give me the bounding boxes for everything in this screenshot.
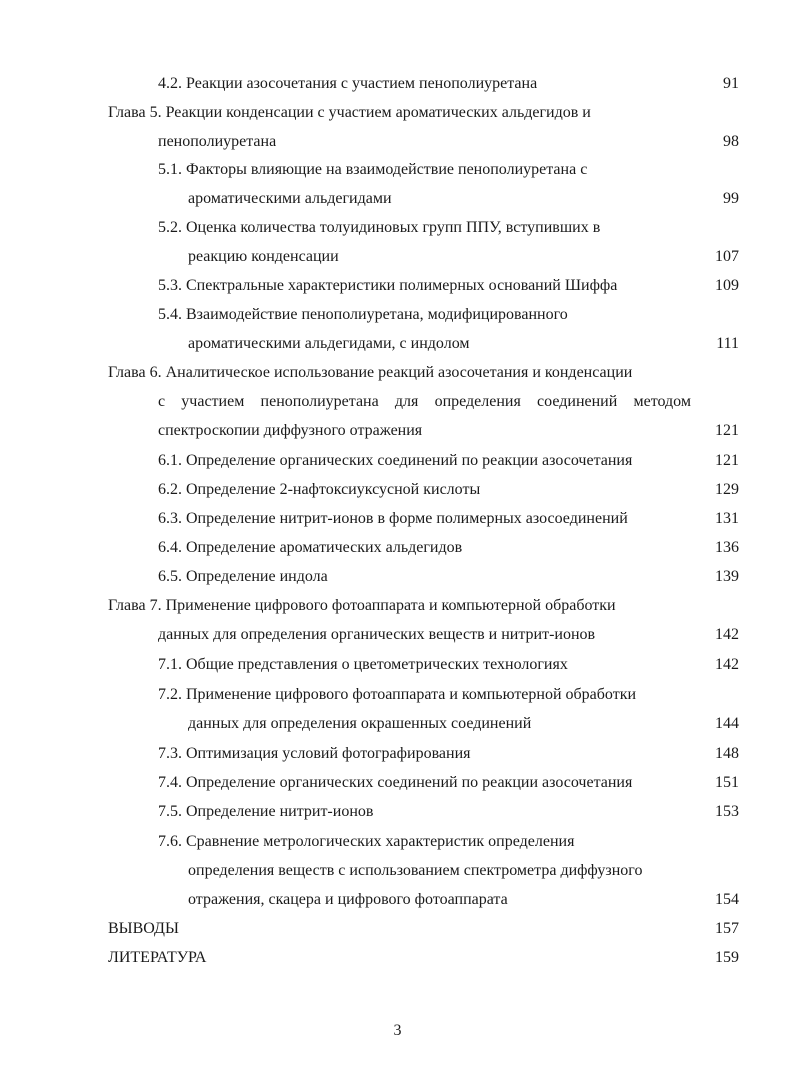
toc-entry-page: 99 — [723, 190, 739, 207]
toc-entry-5-4 — [0, 304, 795, 363]
toc-entry-text: 5.1. Факторы влияющие на взаимодействие пенополиуретана с — [158, 161, 588, 178]
toc-entry-5-3 — [0, 275, 795, 304]
toc-entry-page: 142 — [715, 626, 739, 643]
toc-entry-6-1 — [0, 451, 795, 480]
toc-entry-text: 6.1. Определение органических соединений по реакции азосочетания — [158, 452, 633, 469]
toc-entry-page: 139 — [715, 568, 739, 585]
toc-entry-page: 98 — [723, 133, 739, 150]
toc-entry-6-3 — [0, 509, 795, 538]
toc-entry-text: 7.6. Сравнение метрологических характеристик определения — [158, 833, 575, 850]
toc-entry-page: 129 — [715, 481, 739, 498]
toc-entry-text: Глава 6. Аналитическое использование реакций азосочетания и конденсации — [108, 364, 633, 381]
toc-entry-text: ВЫВОДЫ — [108, 920, 179, 937]
toc-entry-page: 121 — [715, 452, 739, 469]
toc-conclusions — [0, 918, 795, 947]
toc-entry-text: 6.4. Определение ароматических альдегидов — [158, 539, 463, 556]
toc-entry-text: ЛИТЕРАТУРА — [108, 949, 207, 966]
toc-entry-text: 7.3. Оптимизация условий фотографирования — [158, 745, 471, 762]
toc-chapter-6 — [0, 363, 795, 451]
toc-entry-text: Глава 5. Реакции конденсации с участием ароматических альдегидов и — [108, 104, 591, 121]
toc-entry-text: 6.3. Определение нитрит-ионов в форме полимерных азосоединений — [158, 510, 628, 527]
toc-entry-text: с участием пенополиуретана для определения соединений методом — [158, 393, 691, 410]
toc-entry-text: отражения, скацера и цифрового фотоаппарата — [188, 891, 508, 908]
toc-entry-page: 144 — [715, 715, 739, 732]
toc-entry-5-1 — [0, 157, 795, 216]
toc-entry-page: 159 — [715, 949, 739, 966]
toc-entry-5-2 — [0, 216, 795, 275]
toc-entry-page: 154 — [715, 891, 739, 908]
toc-entry-page: 111 — [716, 335, 739, 352]
toc-entry-text: спектроскопии диффузного отражения — [158, 422, 423, 439]
toc-entry-4-2 — [0, 68, 795, 98]
toc-entry-page: 151 — [715, 774, 739, 791]
toc-entry-text: данных для определения окрашенных соединений — [188, 715, 532, 732]
toc-entry-7-1 — [0, 655, 795, 684]
toc-entry-text: данных для определения органических веществ и нитрит-ионов — [158, 626, 596, 643]
toc-entry-6-2 — [0, 480, 795, 509]
toc-entry-page: 107 — [715, 248, 739, 265]
toc-entry-text: 7.2. Применение цифрового фотоаппарата и компьютерной обработки — [158, 686, 637, 703]
toc-entry-page: 136 — [715, 539, 739, 556]
toc-entry-text: ароматическими альдегидами — [188, 190, 392, 207]
toc-chapter-7 — [0, 596, 795, 655]
toc-entry-text: 7.5. Определение нитрит-ионов — [158, 803, 374, 820]
toc-entry-text: 7.1. Общие представления о цветометрических технологиях — [158, 656, 568, 673]
toc-entry-text: 4.2. Реакции азосочетания с участием пенополиуретана — [158, 75, 538, 92]
toc-entry-7-5 — [0, 801, 795, 830]
toc-entry-text: 5.3. Спектральные характеристики полимерных оснований Шиффа — [158, 277, 618, 294]
toc-entry-text: пенополиуретана — [158, 133, 277, 150]
toc-entry-7-3 — [0, 743, 795, 772]
toc-entry-text: 5.2. Оценка количества толуидиновых групп ППУ, вступивших в — [158, 219, 601, 236]
toc-entry-text: 6.5. Определение индола — [158, 568, 328, 585]
toc-entry-7-6 — [0, 830, 795, 918]
toc-entry-page: 91 — [723, 75, 739, 92]
toc-entry-text: реакцию конденсации — [188, 248, 339, 265]
toc-entry-text: Глава 7. Применение цифрового фотоаппарата и компьютерной обработки — [108, 597, 616, 614]
toc-entry-text: 6.2. Определение 2-нафтоксиуксусной кислоты — [158, 481, 481, 498]
table-of-contents — [0, 68, 795, 976]
toc-entry-7-2 — [0, 684, 795, 743]
toc-entry-7-4 — [0, 772, 795, 801]
toc-literature — [0, 947, 795, 976]
toc-entry-text: 5.4. Взаимодействие пенополиуретана, модифицированного — [158, 306, 568, 323]
page-number: 3 — [393, 1022, 402, 1039]
toc-entry-6-5 — [0, 567, 795, 596]
toc-entry-text: 7.4. Определение органических соединений по реакции азосочетания — [158, 774, 633, 791]
toc-entry-text: ароматическими альдегидами, с индолом — [188, 335, 470, 352]
toc-entry-page: 153 — [715, 803, 739, 820]
toc-entry-page: 157 — [715, 920, 739, 937]
toc-entry-page: 121 — [715, 422, 739, 439]
toc-chapter-5 — [0, 98, 795, 157]
toc-entry-page: 142 — [715, 656, 739, 673]
toc-entry-page: 109 — [715, 277, 739, 294]
toc-entry-6-4 — [0, 538, 795, 567]
toc-entry-page: 131 — [715, 510, 739, 527]
toc-entry-text: определения веществ с использованием спектрометра диффузного — [188, 862, 643, 879]
toc-entry-page: 148 — [715, 745, 739, 762]
